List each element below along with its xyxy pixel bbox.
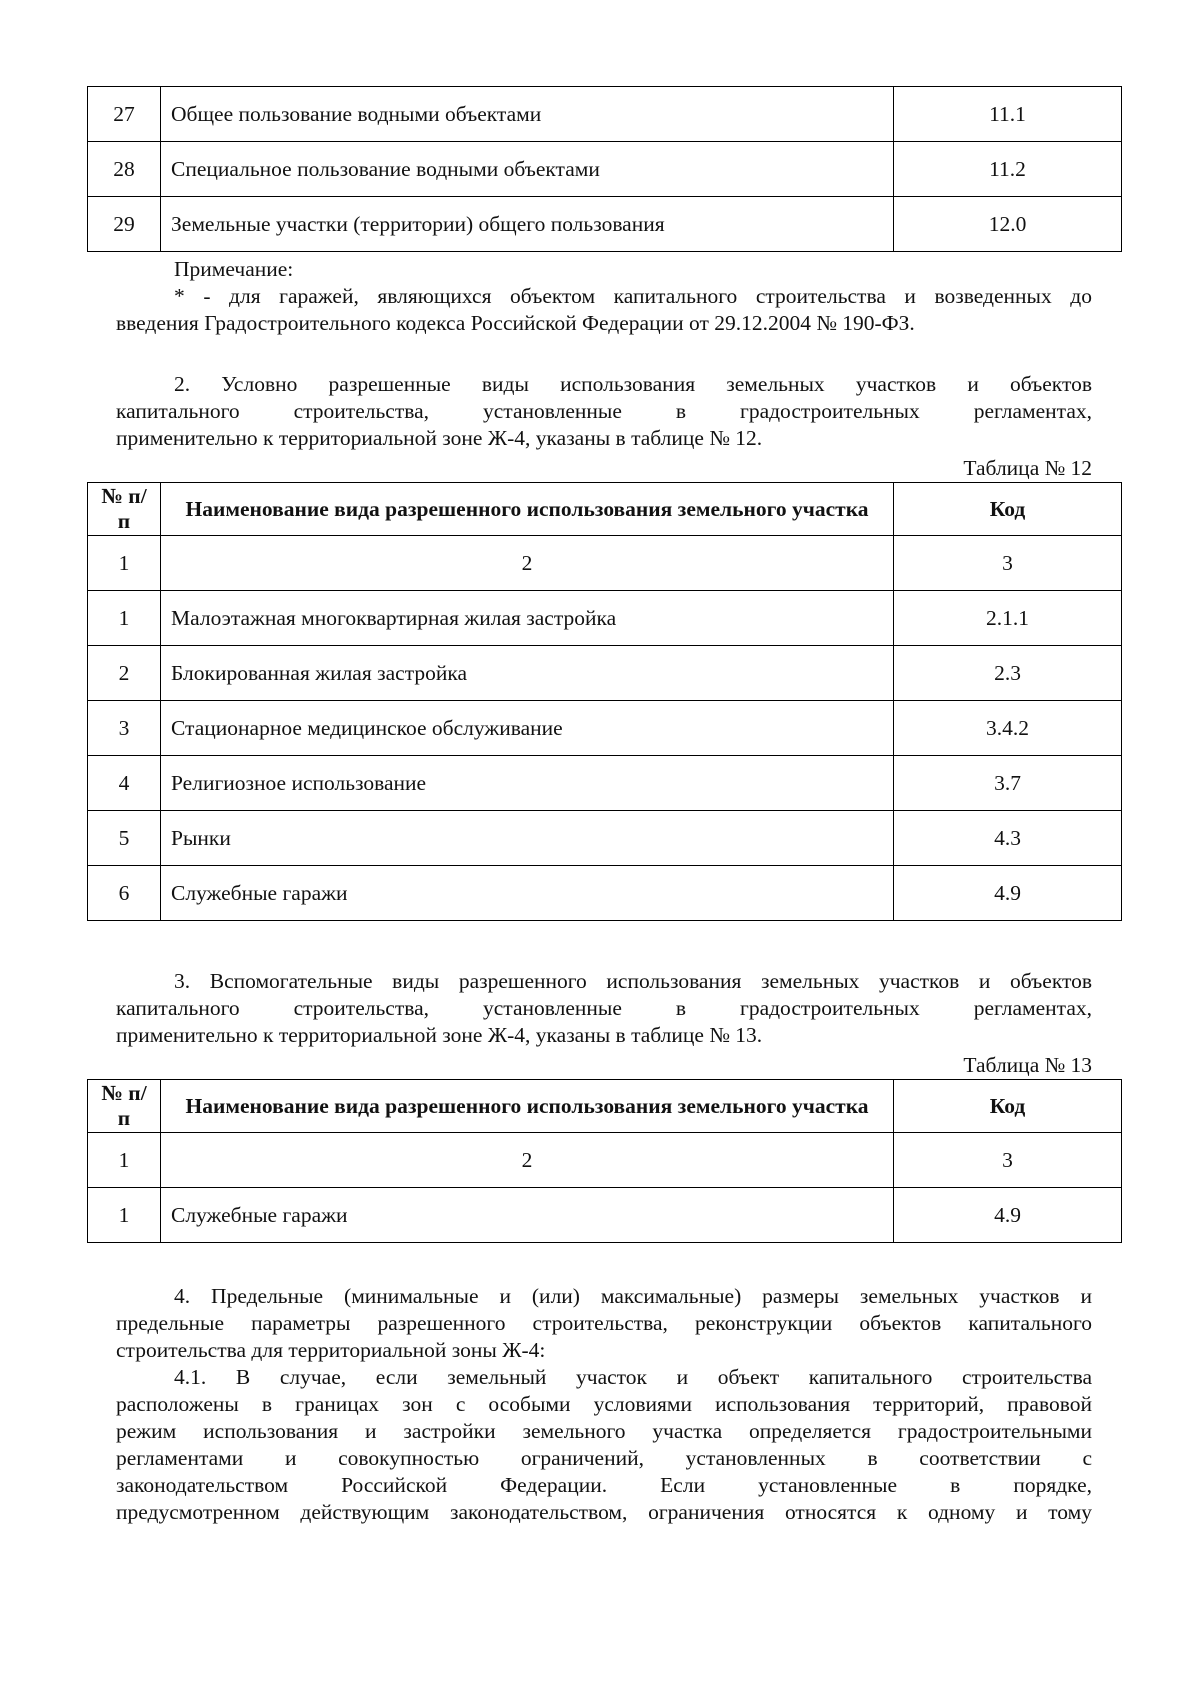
col-number: 1 (88, 536, 161, 591)
table-row (88, 756, 1122, 811)
header-num: № п/п (88, 1080, 161, 1133)
table-12 (87, 482, 1122, 921)
paragraph-line: капитального строительства, установленные в градостроительных регламентах, (116, 996, 1092, 1020)
table-row (88, 646, 1122, 701)
row-num: 1 (88, 1188, 161, 1243)
paragraph-line: применительно к территориальной зоне Ж-4, указаны в таблице № 13. (116, 1023, 763, 1047)
paragraph-line: 4.1. В случае, если земельный участок и объект капитального строительства (174, 1365, 1092, 1389)
paragraph-line: строительства для территориальной зоны Ж-4: (116, 1338, 546, 1362)
row-num: 29 (88, 197, 161, 252)
paragraph-line: предельные параметры разрешенного строительства, реконструкции объектов капитального (116, 1311, 1092, 1335)
row-num: 1 (88, 591, 161, 646)
note-line: * - для гаражей, являющихся объектом капитального строительства и возведенных до (174, 284, 1092, 308)
row-name: Религиозное использование (161, 756, 894, 811)
header-num: № п/п (88, 483, 161, 536)
table-row (88, 197, 1122, 252)
row-num: 28 (88, 142, 161, 197)
row-name: Служебные гаражи (161, 866, 894, 921)
col-number: 2 (161, 1133, 894, 1188)
note-title: Примечание: (174, 257, 294, 281)
paragraph-line: регламентами и совокупностью ограничений, установленных в соответствии с (116, 1446, 1092, 1470)
row-code: 11.2 (894, 142, 1122, 197)
paragraph-line: 2. Условно разрешенные виды использования земельных участков и объектов (174, 372, 1092, 396)
note-text (116, 283, 1092, 337)
header-name: Наименование вида разрешенного использования земельного участка (161, 1080, 894, 1133)
paragraph-line: капитального строительства, установленные в градостроительных регламентах, (116, 399, 1092, 423)
header-code: Код (894, 483, 1122, 536)
note-line: введения Градостроительного кодекса Российской Федерации от 29.12.2004 № 190-ФЗ. (116, 311, 915, 335)
table-13 (87, 1079, 1122, 1243)
row-num: 4 (88, 756, 161, 811)
row-code: 3.7 (894, 756, 1122, 811)
paragraph-line: применительно к территориальной зоне Ж-4, указаны в таблице № 12. (116, 426, 763, 450)
row-name: Земельные участки (территории) общего пользования (161, 197, 894, 252)
col-number: 1 (88, 1133, 161, 1188)
row-code: 4.3 (894, 811, 1122, 866)
table-row (88, 701, 1122, 756)
row-code: 2.1.1 (894, 591, 1122, 646)
table-top (87, 86, 1122, 252)
table-row (88, 142, 1122, 197)
row-name: Блокированная жилая застройка (161, 646, 894, 701)
table-row (88, 811, 1122, 866)
row-code: 12.0 (894, 197, 1122, 252)
row-num: 27 (88, 87, 161, 142)
paragraph-line: расположены в границах зон с особыми условиями использования территорий, правовой (116, 1392, 1092, 1416)
row-code: 11.1 (894, 87, 1122, 142)
table-header-row (88, 483, 1122, 536)
table-row (88, 1188, 1122, 1243)
column-numbers-row (88, 1133, 1122, 1188)
row-num: 5 (88, 811, 161, 866)
paragraph-line: законодательством Российской Федерации. Если установленные в порядке, (116, 1473, 1092, 1497)
table-row (88, 866, 1122, 921)
table-row (88, 591, 1122, 646)
section-3-paragraph (116, 968, 1092, 1049)
section-4-paragraph (116, 1283, 1092, 1364)
paragraph-line: предусмотренном действующим законодательством, ограничения относятся к одному и тому (116, 1500, 1092, 1524)
paragraph-line: режим использования и застройки земельного участка определяется градостроительными (116, 1419, 1092, 1443)
table-header-row (88, 1080, 1122, 1133)
col-number: 2 (161, 536, 894, 591)
row-code: 3.4.2 (894, 701, 1122, 756)
row-name: Служебные гаражи (161, 1188, 894, 1243)
section-4-1-paragraph (116, 1364, 1092, 1526)
section-2-paragraph (116, 371, 1092, 452)
paragraph-line: 3. Вспомогательные виды разрешенного использования земельных участков и объектов (174, 969, 1092, 993)
row-num: 2 (88, 646, 161, 701)
table-row (88, 87, 1122, 142)
header-code: Код (894, 1080, 1122, 1133)
row-name: Рынки (161, 811, 894, 866)
row-code: 4.9 (894, 866, 1122, 921)
table-13-caption: Таблица № 13 (963, 1053, 1092, 1077)
col-number: 3 (894, 1133, 1122, 1188)
row-name: Общее пользование водными объектами (161, 87, 894, 142)
row-name: Стационарное медицинское обслуживание (161, 701, 894, 756)
row-num: 3 (88, 701, 161, 756)
row-code: 4.9 (894, 1188, 1122, 1243)
col-number: 3 (894, 536, 1122, 591)
table-12-caption: Таблица № 12 (963, 456, 1092, 480)
row-code: 2.3 (894, 646, 1122, 701)
column-numbers-row (88, 536, 1122, 591)
paragraph-line: 4. Предельные (минимальные и (или) максимальные) размеры земельных участков и (174, 1284, 1092, 1308)
header-name: Наименование вида разрешенного использования земельного участка (161, 483, 894, 536)
row-num: 6 (88, 866, 161, 921)
row-name: Малоэтажная многоквартирная жилая застройка (161, 591, 894, 646)
row-name: Специальное пользование водными объектами (161, 142, 894, 197)
